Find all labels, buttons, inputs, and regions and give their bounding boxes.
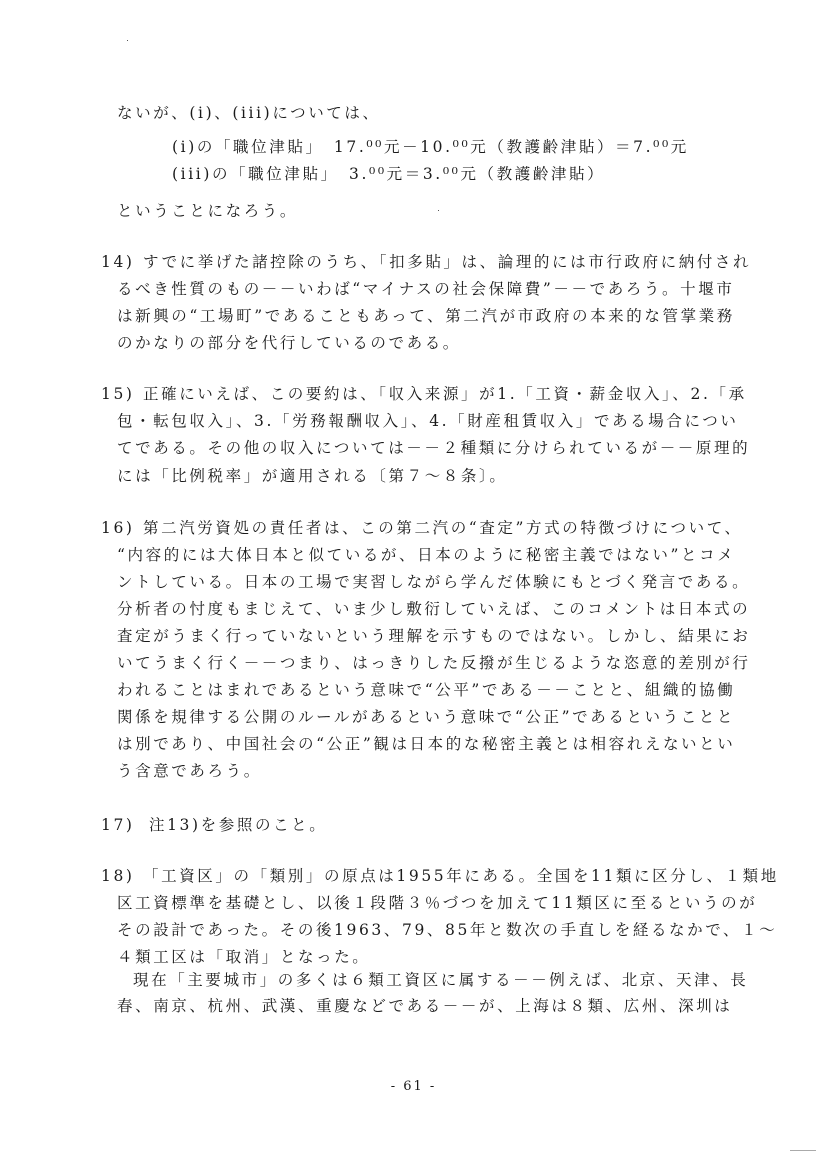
note-line: ４類工区は「取消」となった。	[117, 948, 371, 966]
note-paragraph-line: 春、南京、杭州、武漢、重慶などである－－が、上海は８類、広州、深圳は	[117, 997, 733, 1015]
note-line: その設計であった。その後1963、79、85年と数次の手直しを経るなかで、１～	[117, 921, 778, 939]
note-line: 関係を規律する公開のルールがあるという意味で“公正”であるということと	[117, 708, 736, 726]
note-line: われることはまれであるという意味で“公平”である－－ことと、組織的協働	[117, 681, 736, 699]
note-line: のかなりの部分を代行しているのである。	[117, 334, 461, 352]
note-line: には「比例税率」が適用される〔第７～８条〕。	[117, 467, 508, 485]
note-number: 14)	[101, 253, 135, 271]
note-line: 正確にいえば、この要約は、「収入来源」が1.「工資・薪金収入」、2.「承	[143, 385, 747, 403]
note-line: 注13)を参照のこと。	[149, 816, 328, 834]
note-line: う含意であろう。	[117, 762, 262, 780]
note-line: るべき性質のもの－－いわば“マイナスの社会保障費”－－であろう。十堰市	[117, 280, 735, 298]
note-line: 分析者の忖度もまじえて、いま少し敷衍していえば、このコメントは日本式の	[117, 600, 751, 618]
note-line: いてうまく行く－－つまり、はっきりした反撥が生じるような恣意的差別が行	[117, 654, 751, 672]
intro-line: ないが、(i)、(iii)については、	[117, 104, 381, 122]
scan-speck	[790, 1150, 816, 1151]
note-line: すでに挙げた諸控除のうち、「扣多貼」は、論理的には市行政府に納付され	[143, 253, 752, 271]
note-line: “内容的には大体日本と似ているが、日本のように秘密主義ではない”とコメ	[117, 546, 736, 564]
note-line: ントしている。日本の工場で実習しながら学んだ体験にもとづく発言である。	[117, 573, 751, 591]
page-number: - 61 -	[390, 1079, 437, 1094]
note-number: 15)	[101, 385, 135, 403]
note-line: 査定がうまく行っていないという理解を示すものではない。しかし、結果にお	[117, 627, 751, 645]
note-line: 包・転包収入」、3.「労務報酬収入」、4.「財産租賃収入」である場合につい	[117, 412, 739, 430]
note-line: 第二汽労資処の責任者は、この第二汽の“査定”方式の特徴づけについて、	[143, 519, 743, 537]
note-paragraph-line: 現在「主要城市」の多くは６類工資区に属する－－例えば、北京、天津、長	[133, 971, 749, 989]
note-line: 区工資標準を基礎とし、以後１段階３％づつを加えて11類区に至るというのが	[117, 894, 758, 912]
scan-speck	[127, 40, 128, 41]
note-line: 「工資区」の「類別」の原点は1955年にある。全国を11類に区分し、１類地	[143, 867, 779, 885]
scan-speck	[438, 210, 439, 211]
intro-conclusion: ということになろう。	[117, 202, 299, 220]
note-number: 17)	[101, 816, 135, 834]
note-line: てである。その他の収入については－－２種類に分けられているが－－原理的	[117, 439, 751, 457]
formula-line-iii: (iii)の「職位津貼」 3.⁰⁰元＝3.⁰⁰元（教護齢津貼）	[172, 165, 606, 183]
formula-line-i: (i)の「職位津貼」 17.⁰⁰元－10.⁰⁰元（教護齢津貼）＝7.⁰⁰元	[172, 138, 689, 156]
note-number: 16)	[101, 519, 135, 537]
note-line: は新興の“工場町”であることもあって、第二汽が市政府の本来的な管掌業務	[117, 307, 735, 325]
note-line: は別であり、中国社会の“公正”観は日本的な秘密主義とは相容れえないとい	[117, 735, 736, 753]
note-number: 18)	[101, 867, 135, 885]
